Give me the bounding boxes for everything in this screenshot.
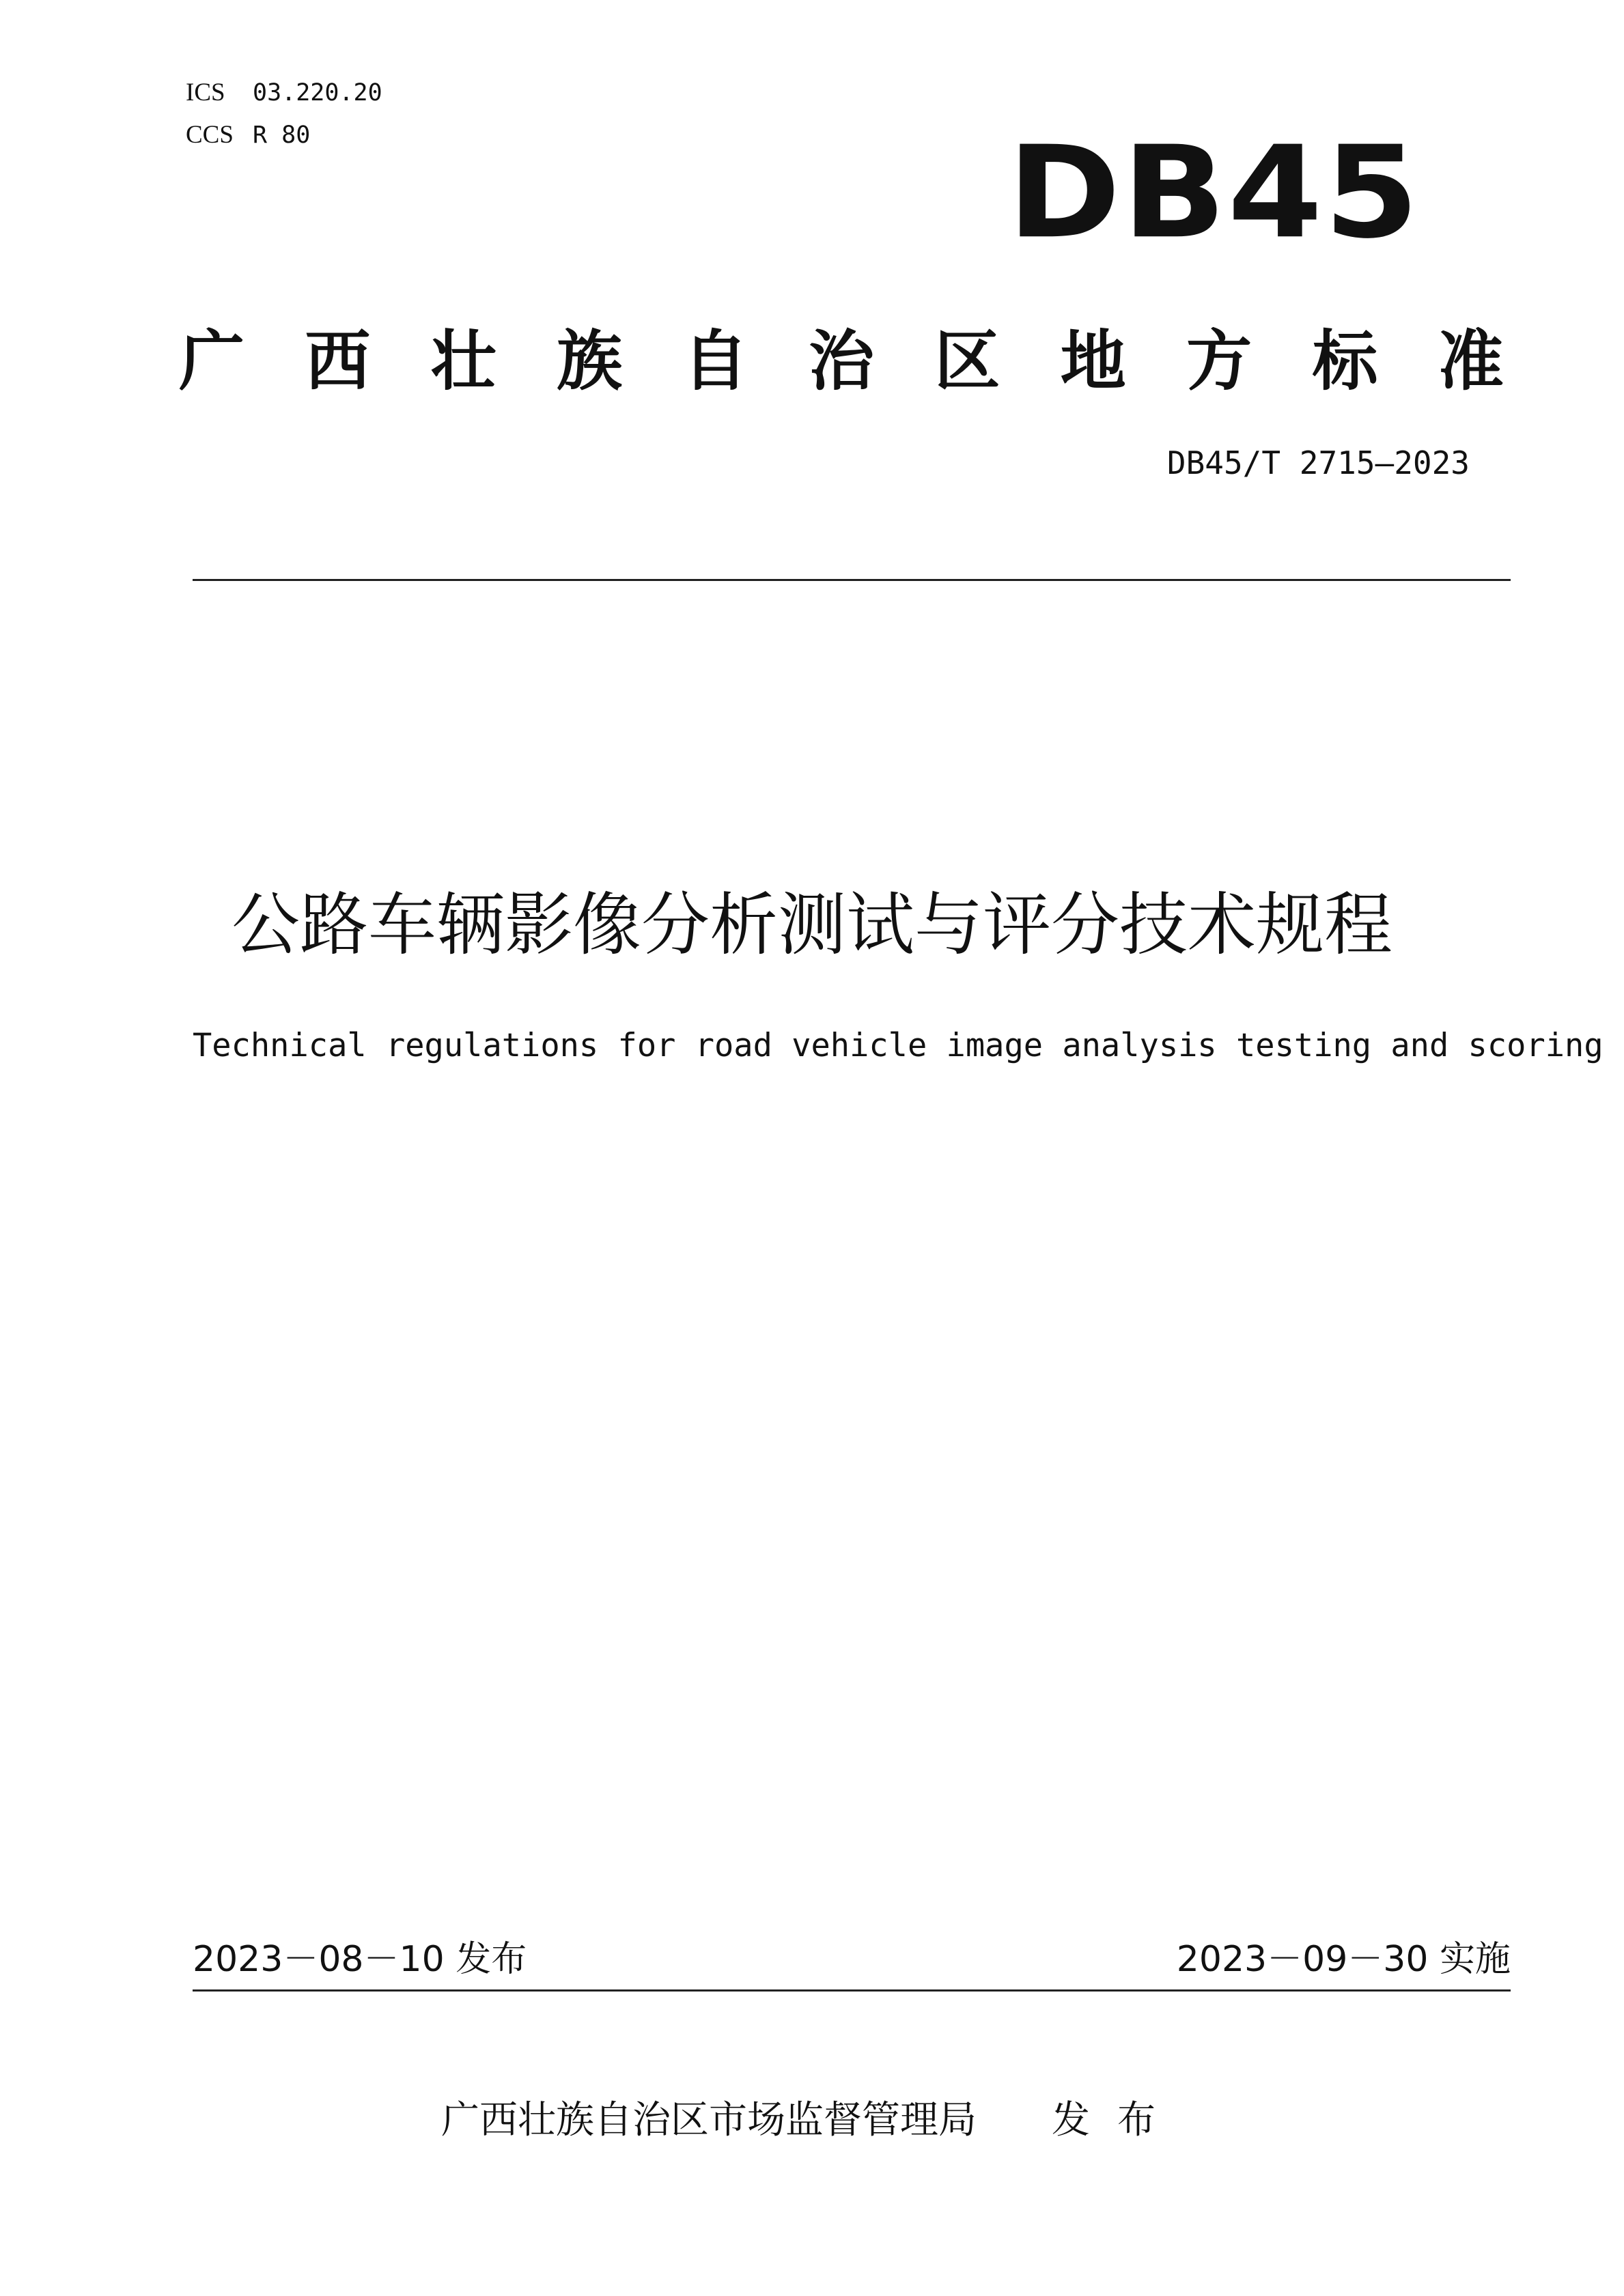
standard-category-char: 治	[808, 322, 874, 399]
ics-line	[186, 76, 382, 109]
standard-category-char: 方	[1186, 322, 1252, 399]
standard-category-char: 地	[1060, 322, 1126, 399]
ccs-label: CCS	[186, 121, 234, 149]
standard-category	[179, 311, 1504, 400]
standard-category-char: 广	[179, 322, 244, 399]
standard-category-char: 壮	[430, 322, 496, 399]
db45-logo: DB45	[1007, 119, 1420, 267]
ics-label: ICS	[186, 79, 225, 107]
ccs-line	[186, 119, 310, 152]
implementation-date: 2023－09－30 实施	[1176, 1939, 1511, 1980]
standard-category-char: 标	[1312, 322, 1378, 399]
title-english: Technical regulations for road vehicle image analysis testing and scoring	[193, 1027, 1604, 1064]
issuer-action: 发布	[1052, 2098, 1183, 2142]
issuer-name: 广西壮族自治区市场监督管理局	[441, 2098, 977, 2142]
ics-value: 03.220.20	[253, 79, 382, 107]
top-divider	[193, 579, 1511, 581]
standard-category-char: 准	[1438, 322, 1504, 399]
title-chinese: 公路车辆影像分析测试与评分技术规程	[232, 885, 1392, 965]
standard-category-char: 西	[305, 322, 371, 399]
standard-category-char: 区	[934, 322, 1000, 399]
issue-date: 2023－08－10 发布	[193, 1939, 527, 1980]
bottom-divider	[193, 1989, 1511, 1992]
standard-category-char: 族	[557, 322, 623, 399]
issuing-authority	[0, 2095, 1624, 2146]
standard-number: DB45/T 2715—2023	[1166, 444, 1470, 481]
standard-category-char: 自	[682, 322, 748, 399]
ccs-value: R 80	[253, 122, 311, 149]
